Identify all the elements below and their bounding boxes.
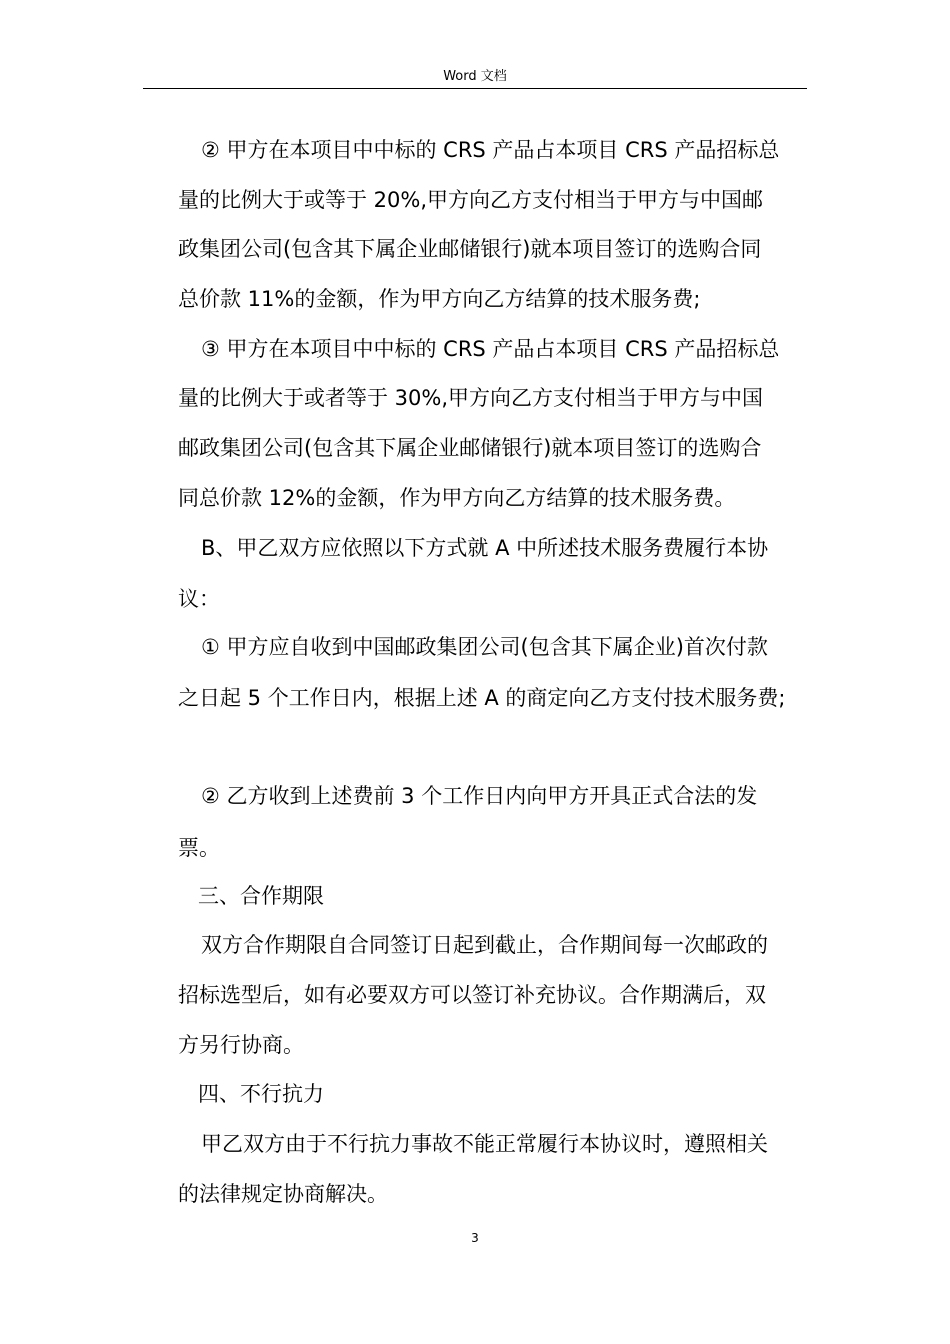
paragraph-line: 招标选型后，如有必要双方可以签订补充协议。合作期满后，双: [178, 983, 766, 1007]
paragraph-line: ③ 甲方在本项目中中标的 CRS 产品占本项目 CRS 产品招标总: [201, 337, 780, 361]
header-divider: [143, 88, 807, 89]
paragraph-line: 双方合作期限自合同签订日起到截止，合作期间每一次邮政的: [201, 933, 768, 957]
paragraph-line: 量的比例大于或者等于 30%,甲方向乙方支付相当于甲方与中国: [178, 386, 764, 410]
paragraph-line: 甲乙双方由于不行抗力事故不能正常履行本协议时，遵照相关: [201, 1132, 768, 1156]
paragraph-line: ② 乙方收到上述费前 3 个工作日内向甲方开具正式合法的发: [201, 784, 758, 808]
paragraph-line: 邮政集团公司(包含其下属企业邮储银行)就本项目签订的选购合: [178, 436, 762, 460]
section-heading: 三、合作期限: [198, 884, 324, 908]
page-number: 3: [471, 1231, 479, 1245]
paragraph-line: 的法律规定协商解决。: [178, 1182, 388, 1206]
paragraph-line: 政集团公司(包含其下属企业邮储银行)就本项目签订的选购合同: [178, 237, 762, 261]
paragraph-line: 票。: [178, 836, 220, 860]
header-title: Word 文档: [443, 69, 507, 84]
paragraph-line: 量的比例大于或等于 20%,甲方向乙方支付相当于甲方与中国邮: [178, 188, 764, 212]
paragraph-line: B、甲乙双方应依照以下方式就 A 中所述技术服务费履行本协: [201, 536, 769, 560]
section-heading: 四、不行抗力: [198, 1082, 324, 1106]
paragraph-line: ② 甲方在本项目中中标的 CRS 产品占本项目 CRS 产品招标总: [201, 138, 780, 162]
paragraph-line: 总价款 11%的金额，作为甲方向乙方结算的技术服务费;: [178, 287, 701, 311]
paragraph-line: 同总价款 12%的金额，作为甲方向乙方结算的技术服务费。: [178, 486, 736, 510]
paragraph-line: 方另行协商。: [178, 1033, 304, 1057]
paragraph-line: ① 甲方应自收到中国邮政集团公司(包含其下属企业)首次付款: [201, 635, 768, 659]
paragraph-line: 议：: [178, 587, 220, 611]
paragraph-line: 之日起 5 个工作日内，根据上述 A 的商定向乙方支付技术服务费;: [178, 686, 786, 710]
